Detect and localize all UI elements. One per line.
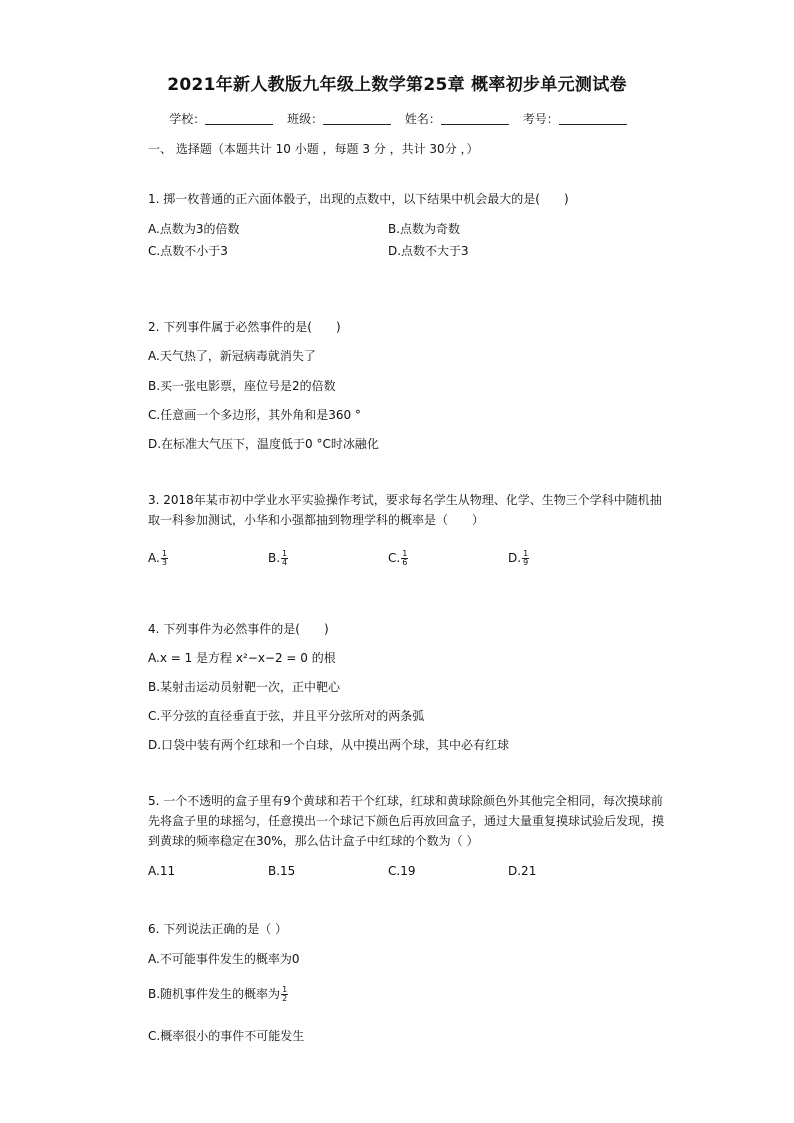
name-blank[interactable] [441, 112, 509, 125]
q3-option-d-label: D. [508, 551, 522, 565]
q3-option-b-fraction [281, 550, 288, 567]
class-label: 班级： [287, 112, 324, 126]
class-blank[interactable] [323, 112, 391, 125]
q4-option-d: D.口袋中装有两个红球和一个白球，从中摸出两个球，其中必有红球 [148, 738, 510, 752]
q4-option-c: C.平分弦的直径垂直于弦，并且平分弦所对的两条弧 [148, 709, 425, 723]
q1-option-b: B.点数为奇数 [388, 222, 461, 236]
question-5-stem: 5. 一个不透明的盒子里有9个黄球和若干个红球，红球和黄球除颜色外其他完全相同，每次摸球前先将盒子里的球摇匀，任意摸出一个球记下颜色后再放回盒子，通过大量重复摸球试验后发现，摸到黄球的频率稳定在30%，那么估计盒子中红球的个数为（ ） [148, 794, 665, 848]
section-heading: 一、 选择题（本题共计 10 小题 ，每题 3 分 ，共计 30分 ，） [148, 142, 479, 156]
school-blank[interactable] [205, 112, 273, 125]
student-info-line [0, 110, 794, 127]
fraction-numerator: 1 [523, 549, 529, 558]
q2-option-a: A.天气热了，新冠病毒就消失了 [148, 349, 316, 363]
q6-option-a: A.不可能事件发生的概率为0 [148, 952, 300, 966]
q3-option-c-label: C. [388, 551, 401, 565]
q3-option-a [148, 550, 168, 567]
question-2-stem: 2. 下列事件属于必然事件的是( ) [148, 320, 341, 334]
q1-option-c: C.点数不小于3 [148, 244, 228, 258]
fraction-numerator: 1 [402, 549, 408, 558]
fraction-denominator: 4 [282, 558, 288, 567]
exam-number-blank[interactable] [559, 112, 627, 125]
q6-option-b-label: B.随机事件发生的概率为 [148, 987, 281, 1001]
q5-option-a: A.11 [148, 864, 176, 878]
q5-option-c: C.19 [388, 864, 416, 878]
fraction-numerator: 1 [282, 985, 288, 994]
q5-option-b: B.15 [268, 864, 296, 878]
q4-option-b: B.某射击运动员射靶一次，正中靶心 [148, 680, 341, 694]
question-1-stem: 1. 掷一枚普通的正六面体骰子，出现的点数中，以下结果中机会最大的是( ) [148, 192, 569, 206]
q3-option-d [508, 550, 529, 567]
fraction-numerator: 1 [282, 549, 288, 558]
q3-option-d-fraction [522, 550, 529, 567]
q6-option-b-fraction [281, 986, 288, 1003]
q3-option-b [268, 550, 288, 567]
question-3-stem: 3. 2018年某市初中学业水平实验操作考试，要求每名学生从物理、化学、生物三个学科中随机抽取一科参加测试，小华和小强都抽到物理学科的概率是（ ） [148, 493, 662, 527]
question-6-stem: 6. 下列说法正确的是（ ） [148, 922, 288, 936]
fraction-denominator: 9 [523, 558, 529, 567]
q4-option-a: A.x = 1 是方程 x²−x−2 = 0 的根 [148, 651, 336, 665]
q3-option-b-label: B. [268, 551, 281, 565]
q3-option-c-fraction [401, 550, 408, 567]
q1-option-a: A.点数为3的倍数 [148, 222, 240, 236]
fraction-denominator: 3 [161, 558, 167, 567]
exam-number-label: 考号： [522, 112, 559, 126]
q3-option-a-label: A. [148, 551, 160, 565]
q2-option-d: D.在标准大气压下，温度低于0 °C时冰融化 [148, 437, 379, 451]
q5-option-d: D.21 [508, 864, 537, 878]
school-label: 学校： [169, 112, 206, 126]
q6-option-b [148, 985, 288, 1003]
fraction-numerator: 1 [161, 549, 167, 558]
name-label: 姓名： [404, 112, 441, 126]
q3-option-a-fraction [161, 550, 168, 567]
fraction-denominator: 2 [282, 994, 288, 1003]
q2-option-b: B.买一张电影票，座位号是2的倍数 [148, 379, 336, 393]
q2-option-c: C.任意画一个多边形，其外角和是360 ° [148, 408, 361, 422]
q6-option-c: C.概率很小的事件不可能发生 [148, 1029, 305, 1043]
fraction-denominator: 6 [402, 558, 408, 567]
question-4-stem: 4. 下列事件为必然事件的是( ) [148, 622, 329, 636]
q3-option-c [388, 550, 408, 567]
exam-title: 2021年新人教版九年级上数学第25章 概率初步单元测试卷 [167, 75, 627, 95]
q1-option-d: D.点数不大于3 [388, 244, 469, 258]
